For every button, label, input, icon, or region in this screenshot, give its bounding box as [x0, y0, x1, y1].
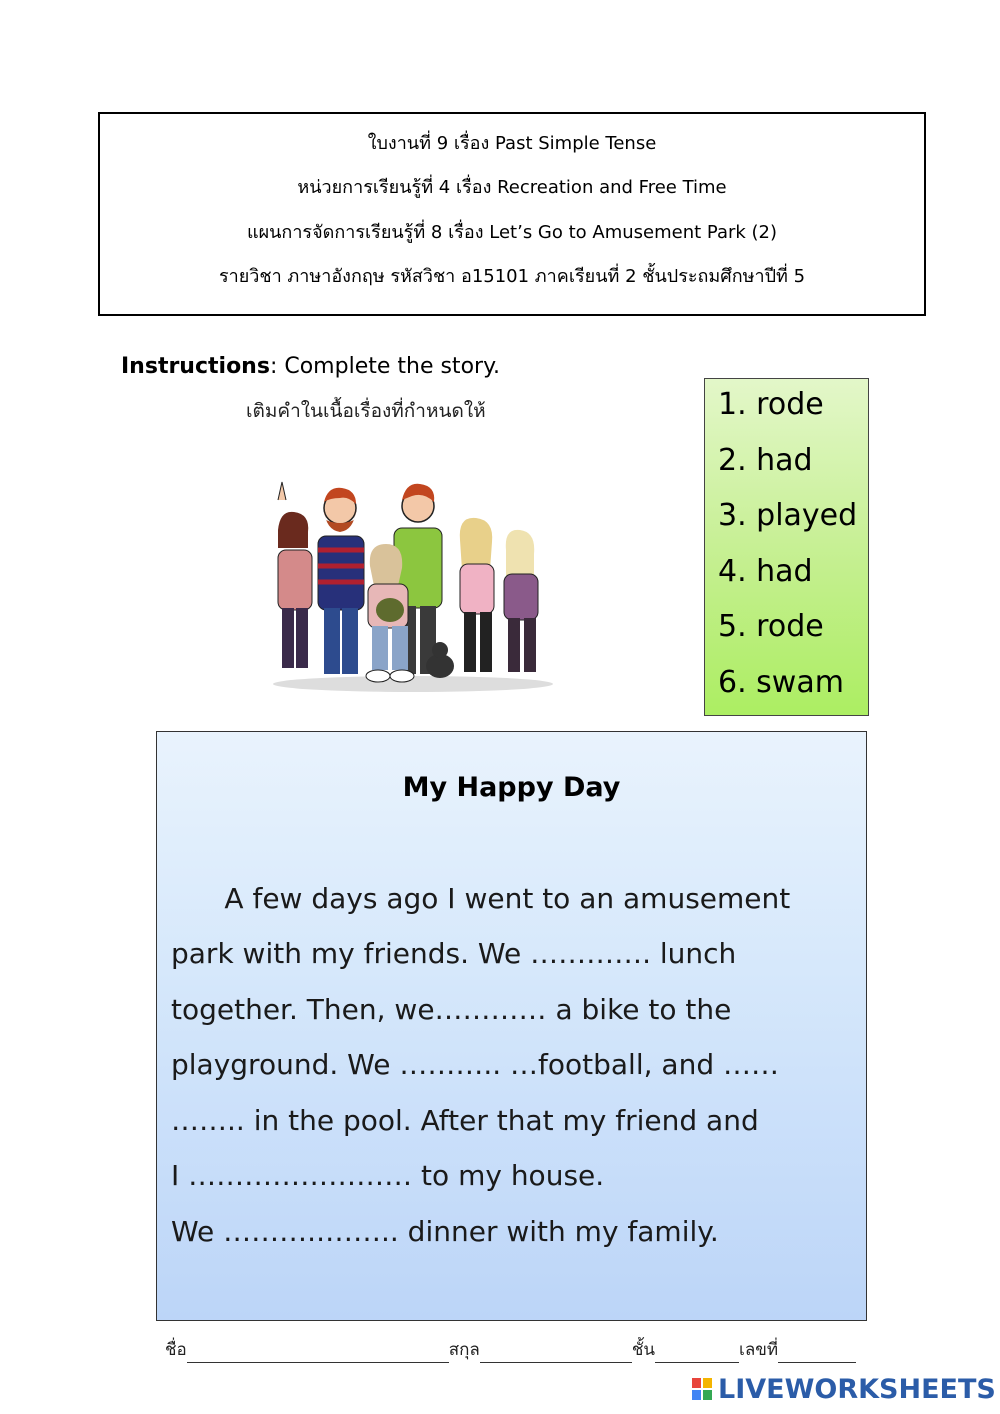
story-box [156, 731, 867, 1321]
story-line: I …………………… to my house. [171, 1159, 605, 1192]
logo-text: LIVEWORKSHEETS [718, 1374, 996, 1405]
story-line: We ………..…….. dinner with my family. [171, 1215, 719, 1248]
family-illustration [268, 470, 558, 695]
header-lesson-plan: แผนการจัดการเรียนรู้ที่ 8 เรื่อง Let’s Go to Amusement Park (2) [246, 222, 778, 243]
instructions-text: : Complete the story. [269, 354, 500, 379]
name-blank[interactable] [187, 1344, 449, 1363]
number-blank[interactable] [778, 1344, 856, 1363]
student-info-line [165, 1336, 856, 1363]
surname-label: สกุล [448, 1340, 480, 1360]
header-course-info: รายวิชา ภาษาอังกฤษ รหัสวิชา อ15101 ภาคเรียนที่ 2 ชั้นประถมศึกษาปีที่ 5 [218, 266, 806, 287]
name-label: ชื่อ [165, 1340, 187, 1360]
logo-grid-icon [692, 1378, 714, 1402]
header-unit: หน่วยการเรียนรู้ที่ 4 เรื่อง Recreation and Free Time [297, 177, 727, 198]
surname-blank[interactable] [480, 1344, 632, 1363]
worksheet-header-box [98, 112, 926, 316]
instructions-thai: เติมคำในเนื้อเรื่องที่กำหนดให้ [246, 400, 486, 422]
class-blank[interactable] [655, 1344, 739, 1363]
class-label: ชั้น [631, 1340, 656, 1360]
instructions-label: Instructions [121, 354, 270, 379]
story-line: together. Then, we………… a bike to the [171, 993, 732, 1026]
answer-item: 2. had [718, 443, 813, 478]
answer-item: 6. swam [718, 665, 844, 700]
liveworksheets-logo [692, 1374, 996, 1406]
number-label: เลขที่ [739, 1340, 779, 1360]
story-title: My Happy Day [402, 772, 621, 803]
answer-item: 1. rode [718, 387, 824, 422]
story-line: …….. in the pool. After that my friend and [171, 1104, 759, 1137]
answer-item: 3. played [718, 498, 858, 533]
answer-key-box [704, 378, 869, 716]
story-line: park with my friends. We …………. lunch [171, 937, 737, 970]
header-worksheet-title: ใบงานที่ 9 เรื่อง Past Simple Tense [367, 133, 657, 154]
story-line: A few days ago I went to an amusement [171, 882, 791, 915]
answer-item: 5. rode [718, 609, 824, 644]
instructions [121, 354, 500, 379]
answer-item: 4. had [718, 554, 813, 589]
story-line: playground. We ……….. …football, and …… [171, 1048, 779, 1081]
